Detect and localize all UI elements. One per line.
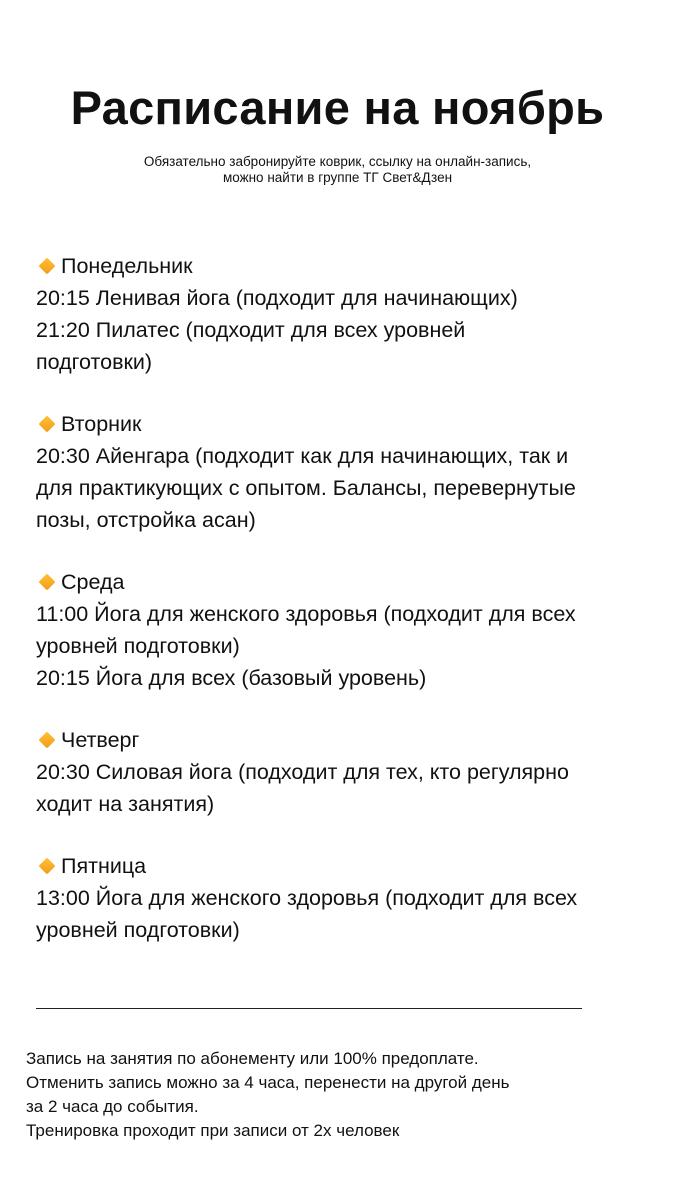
schedule-line: 20:30 Силовая йога (подходит для тех, кто регулярно <box>36 760 569 784</box>
day-thursday <box>36 724 656 820</box>
day-header <box>36 724 656 756</box>
day-name: Понедельник <box>61 254 193 278</box>
footer-notes <box>26 1047 656 1143</box>
schedule-line: 21:20 Пилатес (подходит для всех уровней <box>36 318 466 342</box>
day-name: Четверг <box>61 728 140 752</box>
subtitle-line: Обязательно забронируйте коврик, ссылку на онлайн-запись, <box>143 154 532 169</box>
day-name: Пятница <box>61 854 147 878</box>
day-header <box>36 250 656 282</box>
schedule-list <box>36 250 656 976</box>
schedule-line: 11:00 Йога для женского здоровья (подходит для всех <box>36 602 576 626</box>
footer-line: Запись на занятия по абонементу или 100% предоплате. <box>26 1049 479 1068</box>
schedule-line: уровней подготовки) <box>36 918 240 942</box>
day-header <box>36 408 656 440</box>
schedule-line: 20:15 Йога для всех (базовый уровень) <box>36 666 427 690</box>
orange-diamond-icon <box>39 574 56 591</box>
schedule-line: подготовки) <box>36 350 153 374</box>
footer-line: Отменить запись можно за 4 часа, перенести на другой день <box>26 1073 510 1092</box>
divider-line <box>36 1008 582 1009</box>
day-header <box>36 850 656 882</box>
day-friday <box>36 850 656 946</box>
day-tuesday <box>36 408 656 536</box>
schedule-line: позы, отстройка асан) <box>36 508 256 532</box>
schedule-line: 20:15 Ленивая йога (подходит для начинающих) <box>36 286 518 310</box>
schedule-line: ходит на занятия) <box>36 792 215 816</box>
day-name: Вторник <box>61 412 142 436</box>
orange-diamond-icon <box>39 416 56 433</box>
subtitle-line: можно найти в группе ТГ Свет&Дзен <box>222 170 453 185</box>
page-title: Расписание на ноябрь <box>70 81 605 134</box>
schedule-line: уровней подготовки) <box>36 634 240 658</box>
day-wednesday <box>36 566 656 694</box>
orange-diamond-icon <box>39 858 56 875</box>
page-subtitle <box>0 154 675 186</box>
schedule-line: 20:30 Айенгара (подходит как для начинающих, так и <box>36 444 569 468</box>
orange-diamond-icon <box>39 258 56 275</box>
day-name: Среда <box>61 570 125 594</box>
footer-line: Тренировка проходит при записи от 2х человек <box>26 1121 400 1140</box>
day-header <box>36 566 656 598</box>
schedule-line: 13:00 Йога для женского здоровья (подходит для всех <box>36 886 578 910</box>
day-monday <box>36 250 656 378</box>
schedule-line: для практикующих с опытом. Балансы, перевернутые <box>36 476 576 500</box>
orange-diamond-icon <box>39 732 56 749</box>
footer-line: за 2 часа до события. <box>26 1097 199 1116</box>
